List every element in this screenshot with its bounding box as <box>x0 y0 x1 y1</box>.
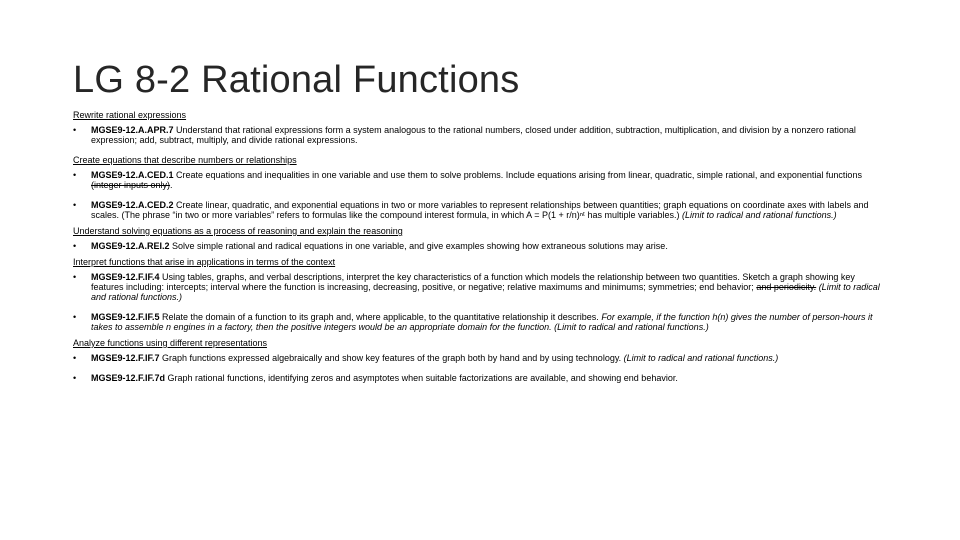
standard-text: Graph functions expressed algebraically and show key features of the graph both by hand and by using technology. <box>159 353 624 363</box>
standard-code: MGSE9-12.F.IF.4 <box>91 272 160 282</box>
standards-content <box>73 110 889 393</box>
standard-text: Relate the domain of a function to its graph and, where applicable, to the quantitative relationship it describes. <box>159 312 602 322</box>
bullet-icon: • <box>73 170 77 180</box>
standard-item <box>73 312 889 332</box>
standard-text: Using tables, graphs, and verbal descriptions, interpret the key characteristics of a function which models the relationship between two quantities. Sketch a graph showing key features including: intercepts; interval where the function is increasing, decreasing, positive, or negative; relative maximums and minimums; symmetries; end behavior; <box>91 272 855 292</box>
bullet-icon: • <box>73 373 77 383</box>
example-note: For example, if the function h(n) gives the number of person-hours it takes to assemble n engines in a factory, then the positive integers would be an appropriate domain for the function. (Limit to radical and rational functions.) <box>91 312 873 332</box>
standard-item <box>73 200 889 220</box>
standard-text: Understand that rational expressions form a system analogous to the rational numbers, closed under addition, subtraction, multiplication, and division by a nonzero rational expression; add, subtract, multiply, and divide rational expressions. <box>91 125 856 145</box>
standard-text: Graph rational functions, identifying zeros and asymptotes when suitable factorizations are available, and showing end behavior. <box>165 373 678 383</box>
section-heading: Create equations that describe numbers or relationships <box>73 155 297 165</box>
section-heading: Rewrite rational expressions <box>73 110 187 120</box>
limit-note: (Limit to radical and rational functions.) <box>91 282 880 302</box>
standard-code: MGSE9-12.F.IF.7d <box>91 373 166 383</box>
standard-text: Create equations and inequalities in one variable and use them to solve problems. Include equations arising from linear, quadratic, simple rational, and exponential functions <box>173 170 862 180</box>
standard-code: MGSE9-12.A.APR.7 <box>91 125 174 135</box>
limit-note: (Limit to radical and rational functions.) <box>682 210 837 220</box>
standard-item <box>73 125 889 145</box>
page-title: LG 8-2 Rational Functions <box>73 59 520 101</box>
standard-item <box>73 272 889 302</box>
standard-text: Create linear, quadratic, and exponential equations in two or more variables to represent relationships between quantities; graph equations on coordinate axes with labels and scales. (The phrase “in two or more variables” refers to formulas like the compound interest formula, in which A = P(1 + r/n)ⁿᵗ has multiple variables.) <box>91 200 869 220</box>
struck-text: (integer inputs only) <box>91 180 171 190</box>
section-heading: Understand solving equations as a process of reasoning and explain the reasoning <box>73 226 403 236</box>
standard-item <box>73 373 889 383</box>
standard-text: Solve simple rational and radical equations in one variable, and give examples showing how extraneous solutions may arise. <box>169 241 668 251</box>
struck-text: and periodicity. <box>756 282 817 292</box>
standard-code: MGSE9-12.F.IF.7 <box>91 353 160 363</box>
standard-code: MGSE9-12.A.CED.1 <box>91 170 174 180</box>
standard-code: MGSE9-12.F.IF.5 <box>91 312 160 322</box>
standard-item <box>73 353 889 363</box>
section-heading: Interpret functions that arise in applications in terms of the context <box>73 257 336 267</box>
bullet-icon: • <box>73 200 77 210</box>
bullet-icon: • <box>73 312 77 322</box>
bullet-icon: • <box>73 272 77 282</box>
standard-code: MGSE9-12.A.REI.2 <box>91 241 170 251</box>
standard-item <box>73 241 889 251</box>
standard-item <box>73 170 889 190</box>
bullet-icon: • <box>73 125 77 135</box>
bullet-icon: • <box>73 353 77 363</box>
bullet-icon: • <box>73 241 77 251</box>
limit-note: (Limit to radical and rational functions.) <box>623 353 779 363</box>
standard-text-after: . <box>170 180 173 190</box>
standard-code: MGSE9-12.A.CED.2 <box>91 200 174 210</box>
section-heading: Analyze functions using different representations <box>73 338 267 348</box>
